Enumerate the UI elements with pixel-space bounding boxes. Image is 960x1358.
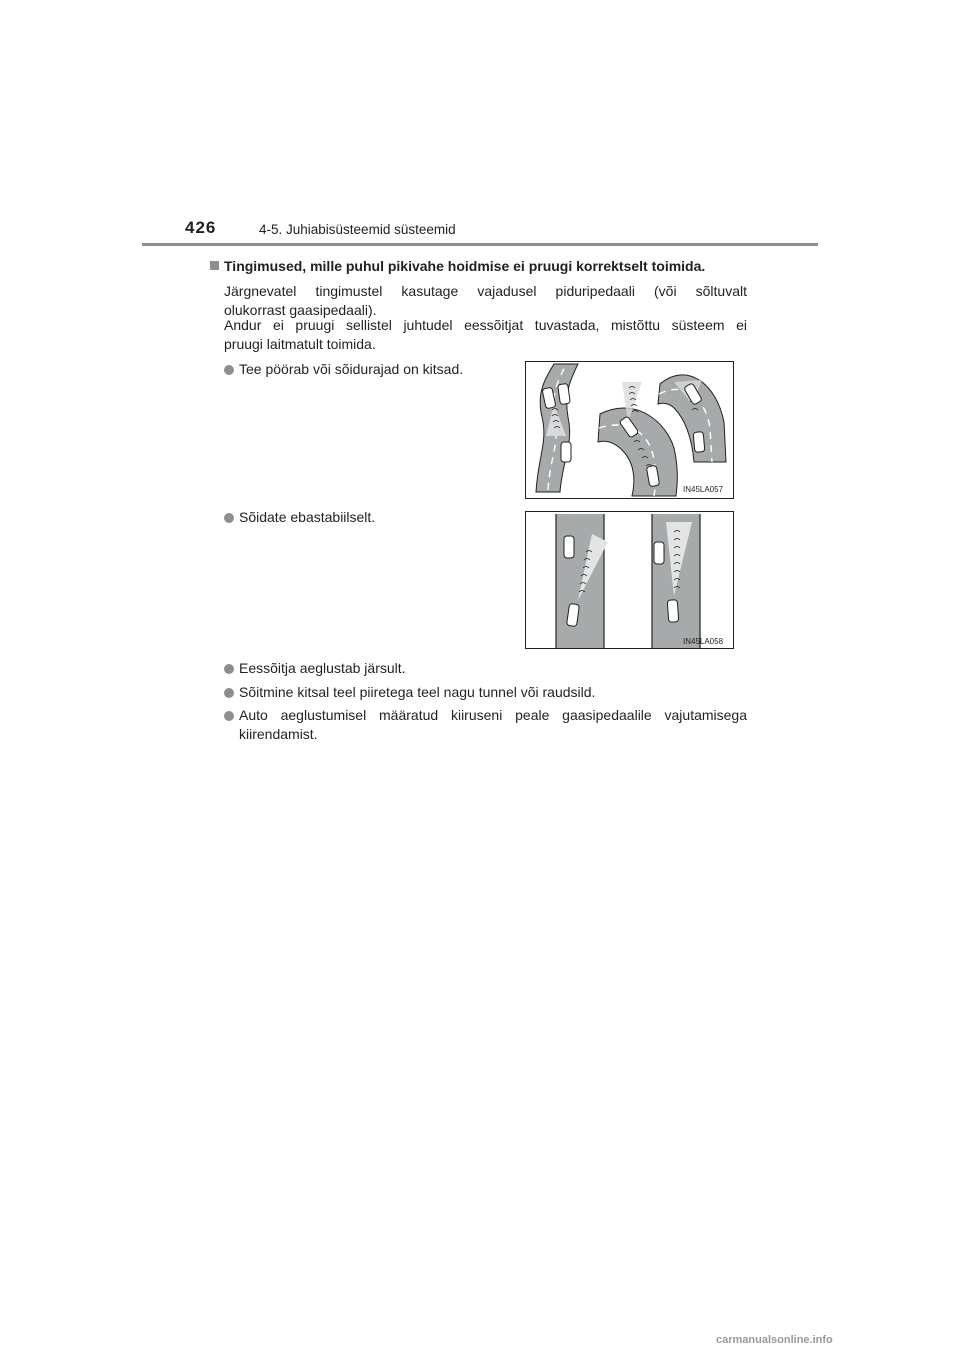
bullet-text: Sõitmine kitsal teel piiretega teel nagu tunnel või raudsild.: [239, 684, 596, 700]
figure-curved-roads: [525, 361, 734, 499]
section-title: 4-5. Juhiabisüsteemid süsteemid: [259, 222, 456, 237]
road-middle-curve: [598, 408, 677, 496]
square-bullet-icon: [210, 261, 219, 270]
figure-weaving-lanes: [525, 511, 734, 649]
bullet-dot-icon: [224, 711, 234, 721]
paragraph-2: [224, 316, 747, 354]
page-number: 426: [185, 218, 217, 237]
car: [693, 432, 705, 453]
car: [564, 536, 574, 558]
bullet-5-line-1: [224, 706, 747, 725]
bullet-curved-road: [224, 360, 463, 379]
heading-text: Tingimused, mille puhul pikivahe hoidmise ei pruugi korrektselt toimida.: [224, 258, 706, 274]
bullet-unstable-driving: [224, 508, 375, 527]
header-rule: [142, 243, 818, 246]
bullet-dot-icon: [224, 688, 234, 698]
figure-code: IN45LA057: [683, 485, 724, 494]
paragraph-2-line-1: Andur ei pruugi sellistel juhtudel eessõitjat tuvastada, mistõttu süsteem ei: [224, 317, 747, 333]
car: [558, 383, 571, 404]
section-heading: [210, 258, 705, 274]
road-left: [556, 514, 604, 648]
bullet-dot-icon: [224, 664, 234, 674]
bullet-dot-icon: [224, 513, 234, 523]
paragraph-2-line-2: pruugi laitmatult toimida.: [224, 336, 376, 352]
paragraph-1: [224, 282, 747, 320]
paragraph-1-line-2: olukorrast gaasipedaali).: [224, 302, 377, 318]
bullet-dot-icon: [224, 365, 234, 375]
bullet-sudden-braking: [224, 659, 406, 678]
watermark[interactable]: carmanualsonline.info: [716, 1334, 833, 1346]
bullet-narrow-road: [224, 683, 595, 702]
bullet-acceleration: [224, 706, 747, 744]
paragraph-1-line-1: Järgnevatel tingimustel kasutage vajadusel piduripedaali (või sõltuvalt: [224, 283, 747, 299]
bullet-text: Auto aeglustumisel määratud kiiruseni peale gaasipedaalile vajutamisega: [239, 707, 747, 723]
figure-code: IN45LA058: [683, 637, 724, 646]
bullet-text: Sõidate ebastabiilselt.: [239, 509, 376, 525]
car: [667, 600, 679, 623]
car: [561, 442, 571, 462]
car: [654, 542, 664, 564]
bullet-text: Tee pöörab või sõidurajad on kitsad.: [239, 361, 464, 377]
bullet-text: Eessõitja aeglustab järsult.: [239, 660, 406, 676]
bullet-5-line-2: kiirendamist.: [239, 726, 318, 742]
